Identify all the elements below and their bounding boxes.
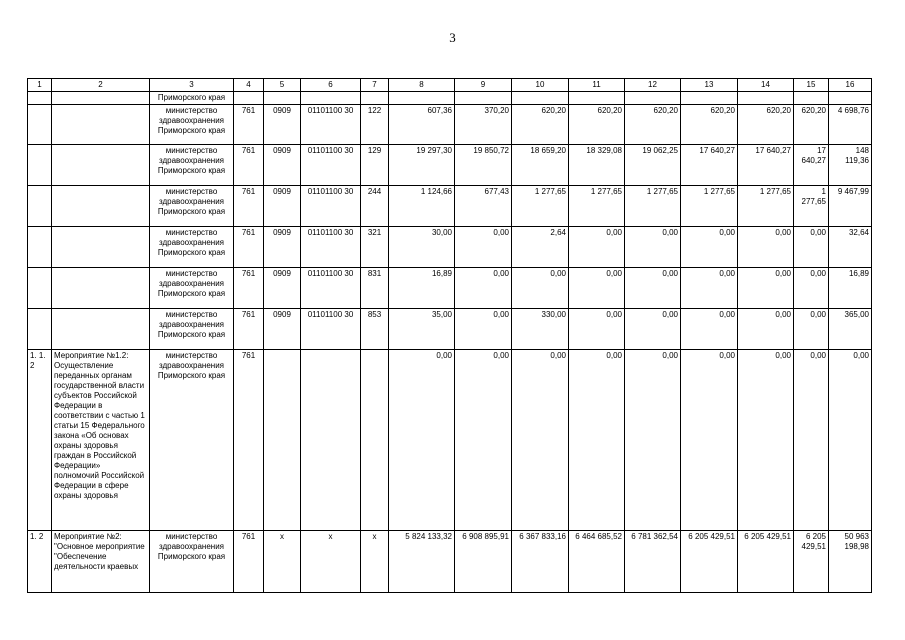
table-cell: 16,89 <box>389 268 455 309</box>
table-row <box>28 186 872 227</box>
table-cell: 761 <box>234 531 264 593</box>
table-cell: министерство здравоохранения Приморского края <box>150 350 234 531</box>
table-cell <box>234 92 264 105</box>
table-cell: 01101100 30 <box>301 105 361 145</box>
table-cell <box>52 268 150 309</box>
table-row <box>28 268 872 309</box>
header-cell: 1 <box>28 79 52 92</box>
table-cell: 0,00 <box>569 309 625 350</box>
table-cell: 330,00 <box>512 309 569 350</box>
table-cell: Мероприятие №1.2: Осуществление переданных органам государственной власти субъектов Российской Федерации в соответствии с частью 1 статьи 15 Федерального закона «Об основах охраны здоровья граждан в Российской Федерации» полномочий Российской Федерации в сфере охраны здоровья <box>52 350 150 531</box>
table-cell: 761 <box>234 268 264 309</box>
table-cell <box>264 350 301 531</box>
table-cell: 50 963 198,98 <box>829 531 872 593</box>
table-cell: 831 <box>361 268 389 309</box>
table-cell: 0,00 <box>455 350 512 531</box>
header-cell: 12 <box>625 79 681 92</box>
table-row <box>28 531 872 593</box>
table-cell: 761 <box>234 145 264 186</box>
table-cell: 0909 <box>264 268 301 309</box>
table-cell: министерство здравоохранения Приморского края <box>150 186 234 227</box>
table-cell: 370,20 <box>455 105 512 145</box>
table-cell: 0,00 <box>569 227 625 268</box>
table-cell: 0,00 <box>681 350 738 531</box>
table-cell: 1 277,65 <box>794 186 829 227</box>
table-cell: 761 <box>234 186 264 227</box>
budget-table <box>27 78 872 593</box>
table-cell: министерство здравоохранения Приморского края <box>150 145 234 186</box>
table-cell: 0909 <box>264 309 301 350</box>
table-cell <box>52 186 150 227</box>
header-cell: 6 <box>301 79 361 92</box>
table-cell: 620,20 <box>681 105 738 145</box>
table-cell: 1 277,65 <box>738 186 794 227</box>
table-cell <box>625 92 681 105</box>
table-cell: 5 824 133,32 <box>389 531 455 593</box>
table-cell: 620,20 <box>512 105 569 145</box>
table-cell <box>52 227 150 268</box>
table-cell: 1. 1. 2 <box>28 350 52 531</box>
table-cell: 1 277,65 <box>681 186 738 227</box>
page-number: 3 <box>449 30 456 45</box>
table-cell <box>301 350 361 531</box>
table-cell: 761 <box>234 105 264 145</box>
table-cell: 4 698,76 <box>829 105 872 145</box>
table-cell: 01101100 30 <box>301 309 361 350</box>
table-cell <box>52 309 150 350</box>
table-cell: 0,00 <box>794 227 829 268</box>
table-cell <box>28 309 52 350</box>
table-cell <box>361 92 389 105</box>
table-cell <box>28 227 52 268</box>
table-cell: 01101100 30 <box>301 145 361 186</box>
table-row <box>28 145 872 186</box>
table-row <box>28 350 872 531</box>
table-cell: 0,00 <box>455 227 512 268</box>
table-cell: 0,00 <box>681 268 738 309</box>
table-cell: 01101100 30 <box>301 268 361 309</box>
header-cell: 7 <box>361 79 389 92</box>
table-cell <box>512 92 569 105</box>
table-cell: 1. 2 <box>28 531 52 593</box>
table-cell: 244 <box>361 186 389 227</box>
table-cell: 148 119,36 <box>829 145 872 186</box>
table-cell: 0,00 <box>512 268 569 309</box>
table-cell <box>569 92 625 105</box>
table-cell: 0,00 <box>681 309 738 350</box>
table-cell <box>301 92 361 105</box>
table-cell: 18 329,08 <box>569 145 625 186</box>
table-cell: 0,00 <box>681 227 738 268</box>
table-cell: 122 <box>361 105 389 145</box>
table-cell <box>52 92 150 105</box>
header-cell: 13 <box>681 79 738 92</box>
header-cell: 2 <box>52 79 150 92</box>
table-cell <box>52 105 150 145</box>
table-cell: 0,00 <box>625 350 681 531</box>
table-cell: 6 367 833,16 <box>512 531 569 593</box>
table-cell: 2,64 <box>512 227 569 268</box>
table-cell: 1 124,66 <box>389 186 455 227</box>
table-cell <box>389 92 455 105</box>
table-cell: 6 908 895,91 <box>455 531 512 593</box>
table-cell: 17 640,27 <box>794 145 829 186</box>
table-cell <box>738 92 794 105</box>
table-cell: 620,20 <box>569 105 625 145</box>
table-cell: министерство здравоохранения Приморского края <box>150 227 234 268</box>
table-cell: 17 640,27 <box>681 145 738 186</box>
table-cell: 01101100 30 <box>301 227 361 268</box>
table-cell: 0,00 <box>794 268 829 309</box>
header-cell: 3 <box>150 79 234 92</box>
table-cell: 0,00 <box>794 350 829 531</box>
table-cell: 0,00 <box>738 268 794 309</box>
table-header-row <box>28 79 872 92</box>
table-cell: 1 277,65 <box>512 186 569 227</box>
table-cell <box>28 268 52 309</box>
table-cell: 30,00 <box>389 227 455 268</box>
table-row <box>28 227 872 268</box>
table-cell: 32,64 <box>829 227 872 268</box>
table-row <box>28 309 872 350</box>
table-cell: Мероприятие №2: "Основное мероприятие "Обеспечение деятельности краевых <box>52 531 150 593</box>
table-cell: министерство здравоохранения Приморского края <box>150 268 234 309</box>
table-cell: 1 277,65 <box>569 186 625 227</box>
header-cell: 14 <box>738 79 794 92</box>
header-cell: 4 <box>234 79 264 92</box>
table-cell: 0,00 <box>625 227 681 268</box>
table-cell: 0,00 <box>569 268 625 309</box>
table-cell: 6 464 685,52 <box>569 531 625 593</box>
table-cell: министерство здравоохранения Приморского края <box>150 105 234 145</box>
table-cell: х <box>264 531 301 593</box>
table-cell <box>264 92 301 105</box>
table-cell: 620,20 <box>794 105 829 145</box>
table-cell <box>829 92 872 105</box>
table-cell: 129 <box>361 145 389 186</box>
table-cell <box>28 105 52 145</box>
table-cell: 0,00 <box>738 309 794 350</box>
table-cell: министерство здравоохранения Приморского края <box>150 309 234 350</box>
table-cell: 6 205 429,51 <box>738 531 794 593</box>
table-cell: 0909 <box>264 227 301 268</box>
header-cell: 15 <box>794 79 829 92</box>
table-cell: 0,00 <box>829 350 872 531</box>
header-cell: 16 <box>829 79 872 92</box>
table-cell <box>52 145 150 186</box>
table-cell <box>361 350 389 531</box>
table-cell: 6 205 429,51 <box>681 531 738 593</box>
table-cell: 0,00 <box>794 309 829 350</box>
table-cell <box>794 92 829 105</box>
table-cell: 761 <box>234 309 264 350</box>
table-cell: 0,00 <box>625 268 681 309</box>
table-cell: 17 640,27 <box>738 145 794 186</box>
header-cell: 10 <box>512 79 569 92</box>
table-cell: Приморского края <box>150 92 234 105</box>
table-cell: 6 205 429,51 <box>794 531 829 593</box>
table-cell: 01101100 30 <box>301 186 361 227</box>
table-cell: 6 781 362,54 <box>625 531 681 593</box>
table-cell: 18 659,20 <box>512 145 569 186</box>
table-cell: 0,00 <box>738 227 794 268</box>
table-cell: 620,20 <box>738 105 794 145</box>
table-cell: 321 <box>361 227 389 268</box>
table-cell: 19 062,25 <box>625 145 681 186</box>
header-cell: 11 <box>569 79 625 92</box>
table-cell: 620,20 <box>625 105 681 145</box>
table-cell: 853 <box>361 309 389 350</box>
table-cell: 0,00 <box>455 268 512 309</box>
table-cell: 0909 <box>264 186 301 227</box>
table-cell: 761 <box>234 227 264 268</box>
table-cell <box>28 92 52 105</box>
table-cell: 0,00 <box>389 350 455 531</box>
table-cell: министерство здравоохранения Приморского края <box>150 531 234 593</box>
table-cell: 607,36 <box>389 105 455 145</box>
table-cell <box>28 186 52 227</box>
table-cell <box>681 92 738 105</box>
header-cell: 9 <box>455 79 512 92</box>
table-cell: 0,00 <box>625 309 681 350</box>
table-cell: 0,00 <box>512 350 569 531</box>
table-cell: 19 850,72 <box>455 145 512 186</box>
table-cell: 1 277,65 <box>625 186 681 227</box>
table-cell: 19 297,30 <box>389 145 455 186</box>
table-cell: 0,00 <box>569 350 625 531</box>
header-cell: 8 <box>389 79 455 92</box>
table-cell: 761 <box>234 350 264 531</box>
table-cell: 365,00 <box>829 309 872 350</box>
table-cell: 677,43 <box>455 186 512 227</box>
header-cell: 5 <box>264 79 301 92</box>
table-row <box>28 105 872 145</box>
table-cell: 0,00 <box>455 309 512 350</box>
table-cell: 35,00 <box>389 309 455 350</box>
table-cell: 16,89 <box>829 268 872 309</box>
table-cell <box>455 92 512 105</box>
table-cell: 9 467,99 <box>829 186 872 227</box>
table-cell <box>28 145 52 186</box>
table-cell: 0,00 <box>738 350 794 531</box>
table-cell: 0909 <box>264 105 301 145</box>
table-cell: 0909 <box>264 145 301 186</box>
table-cell: х <box>301 531 361 593</box>
table-cell: х <box>361 531 389 593</box>
table-row <box>28 92 872 105</box>
